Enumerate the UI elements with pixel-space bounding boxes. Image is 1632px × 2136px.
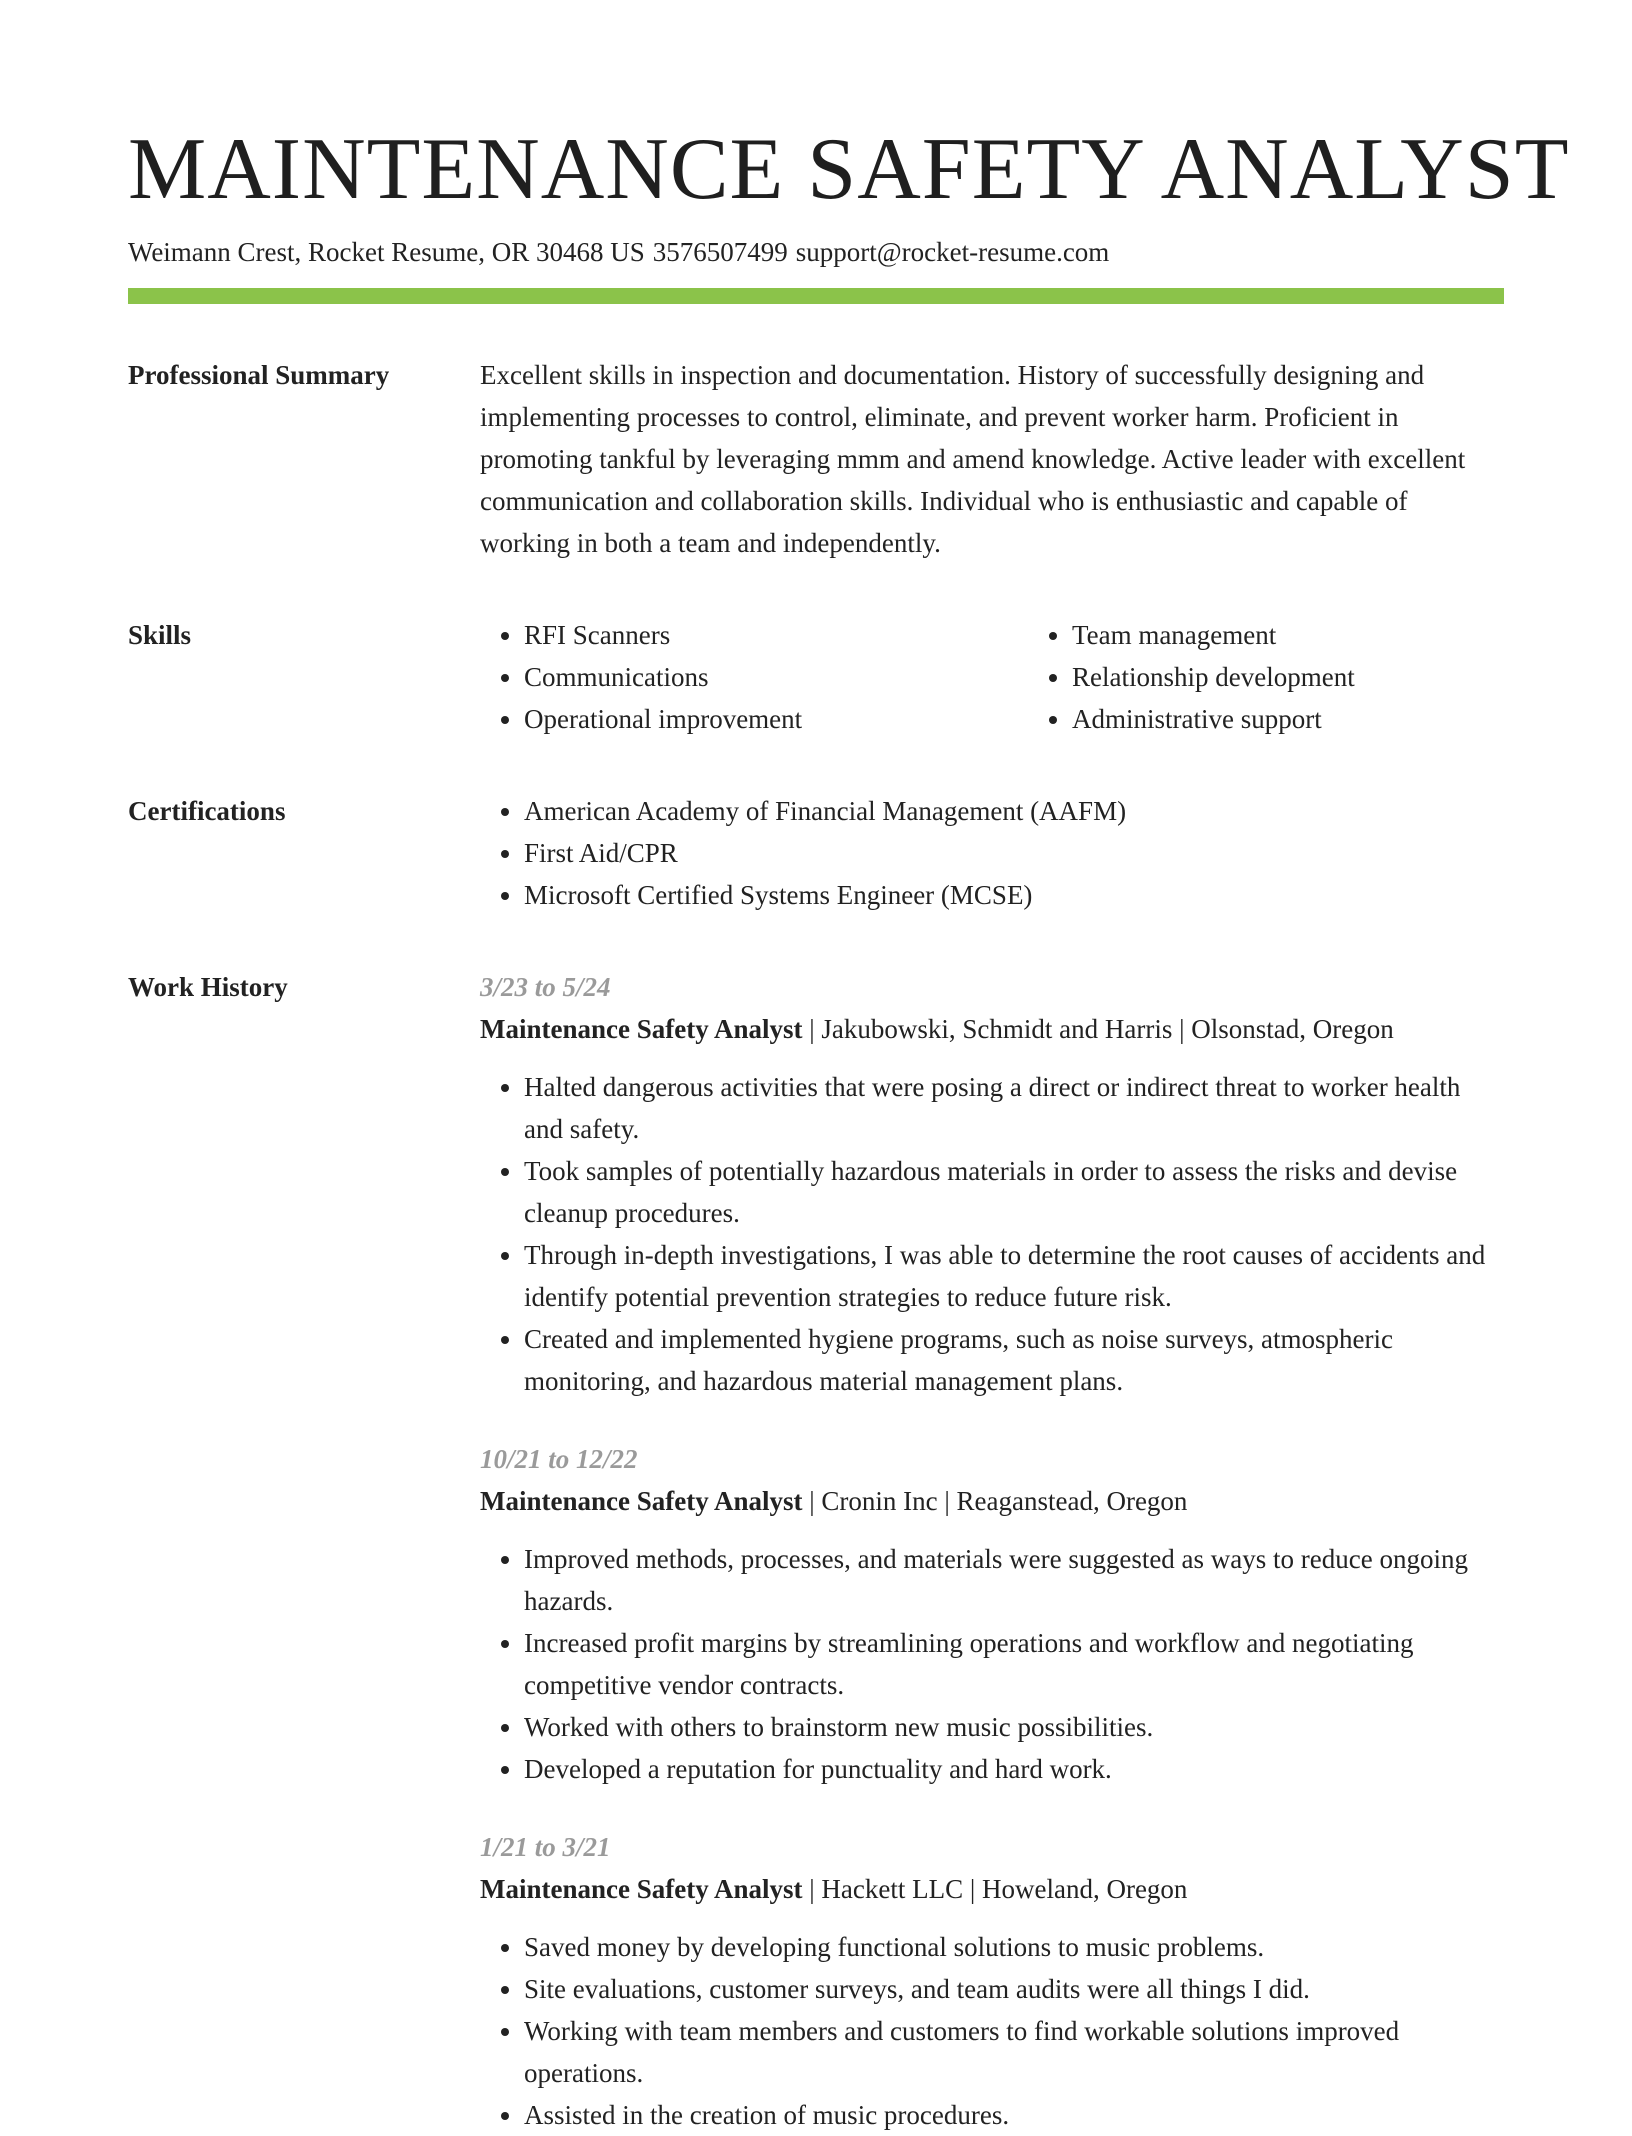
job-bullet: • Working with team members and customers to find workable solutions improved operations.	[524, 2010, 1504, 2094]
job-bullet: • Improved methods, processes, and materials were suggested as ways to reduce ongoing hazards.	[524, 1538, 1504, 1622]
skill-item: • Communications	[524, 656, 1028, 698]
job-entry	[480, 1826, 1504, 2136]
skill-item: • Team management	[1072, 614, 1504, 656]
summary-text: Excellent skills in inspection and documentation. History of successfully designing and implementing processes to control, eliminate, and prevent worker harm. Proficient in promoting tankful by leveraging mmm and amend knowledge. Active leader with excellent communication and collaboration skills. Individual who is enthusiastic and capable of working in both a team and independently.	[480, 360, 1466, 558]
job-bullet: • Took samples of potentially hazardous materials in order to assess the risks and devise cleanup procedures.	[524, 1150, 1504, 1234]
certification-item: • Microsoft Certified Systems Engineer (MCSE)	[524, 874, 1504, 916]
job-bullet: • Site evaluations, customer surveys, and team audits were all things I did.	[524, 1968, 1504, 2010]
job-employer: | Cronin Inc | Reaganstead, Oregon	[802, 1486, 1188, 1516]
skills-list-left	[480, 614, 1028, 740]
job-title-line	[480, 1480, 1504, 1522]
skills-body	[480, 614, 1504, 740]
contact-address: Weimann Crest, Rocket Resume, OR 30468 US	[128, 237, 645, 267]
job-bullet: • Increased profit margins by streamlining operations and workflow and negotiating competitive vendor contracts.	[524, 1622, 1504, 1706]
summary-body	[480, 354, 1504, 564]
resume-title: MAINTENANCE SAFETY ANALYST	[128, 121, 1570, 218]
job-bullet: • Halted dangerous activities that were posing a direct or indirect threat to worker health and safety.	[524, 1066, 1504, 1150]
certifications-heading: Certifications	[128, 796, 286, 826]
job-title-line	[480, 1008, 1504, 1050]
job-bullet: • Developed a reputation for punctuality and hard work.	[524, 1748, 1504, 1790]
contact-line	[128, 234, 1504, 270]
job-entry	[480, 1438, 1504, 1790]
contact-phone: 3576507499	[652, 237, 788, 267]
skill-item: • Administrative support	[1072, 698, 1504, 740]
job-role: Maintenance Safety Analyst	[480, 1014, 803, 1044]
skill-item: • Operational improvement	[524, 698, 1028, 740]
skills-list-right	[1028, 614, 1504, 740]
job-role: Maintenance Safety Analyst	[480, 1874, 803, 1904]
job-bullets	[480, 1538, 1504, 1790]
certifications-list	[480, 790, 1504, 916]
job-bullets	[480, 1066, 1504, 1402]
job-title-line	[480, 1868, 1504, 1910]
work-history-body	[480, 966, 1504, 2136]
job-role: Maintenance Safety Analyst	[480, 1486, 803, 1516]
job-bullet: • Worked with others to brainstorm new music possibilities.	[524, 1706, 1504, 1748]
contact-email: support@rocket-resume.com	[795, 237, 1110, 267]
job-bullet: • Created and implemented hygiene programs, such as noise surveys, atmospheric monitoring, and hazardous material management plans.	[524, 1318, 1504, 1402]
work-history-section	[128, 966, 1504, 2136]
job-bullet: • Assisted in the creation of music procedures.	[524, 2094, 1504, 2136]
job-employer: | Hackett LLC | Howeland, Oregon	[802, 1874, 1188, 1904]
skill-item: • RFI Scanners	[524, 614, 1028, 656]
skill-item: • Relationship development	[1072, 656, 1504, 698]
certifications-body	[480, 790, 1504, 916]
job-dates: 1/21 to 3/21	[480, 1832, 611, 1862]
job-bullet: • Saved money by developing functional solutions to music problems.	[524, 1926, 1504, 1968]
header-divider	[128, 288, 1504, 304]
skills-heading: Skills	[128, 620, 192, 650]
job-entry	[480, 966, 1504, 1402]
skills-section	[128, 614, 1504, 740]
certification-item: • First Aid/CPR	[524, 832, 1504, 874]
job-employer: | Jakubowski, Schmidt and Harris | Olsonstad, Oregon	[802, 1014, 1394, 1044]
job-bullets	[480, 1926, 1504, 2136]
certification-item: • American Academy of Financial Management (AAFM)	[524, 790, 1504, 832]
job-dates: 10/21 to 12/22	[480, 1444, 638, 1474]
job-dates: 3/23 to 5/24	[480, 972, 611, 1002]
certifications-section	[128, 790, 1504, 916]
job-bullet: • Through in-depth investigations, I was able to determine the root causes of accidents and identify potential prevention strategies to reduce future risk.	[524, 1234, 1504, 1318]
summary-section	[128, 354, 1504, 564]
work-history-heading: Work History	[128, 972, 288, 1002]
summary-heading: Professional Summary	[128, 360, 390, 390]
